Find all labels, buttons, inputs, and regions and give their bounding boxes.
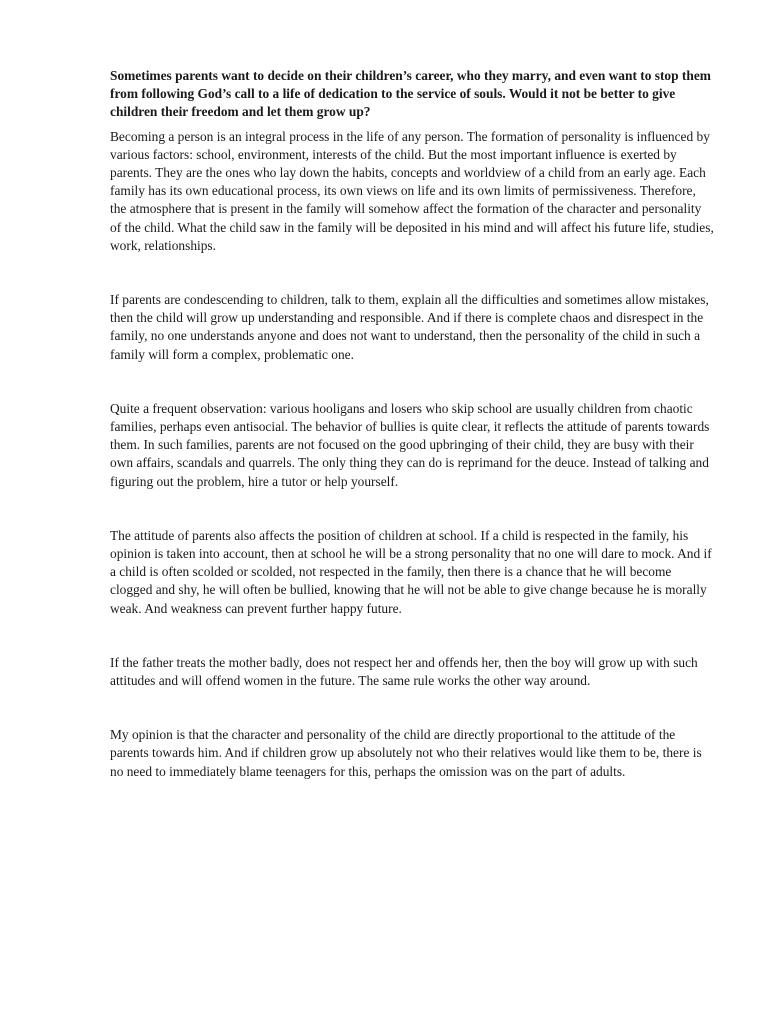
paragraph-1: Becoming a person is an integral process in the life of any person. The formation of personality is influenced by various factors: school, environment, interests of the child. But the most important influence is exerted by parents. They are the ones who lay down the habits, concepts and worldview of a child from an early age. Each family has its own educational process, its own views on life and its own limits of permissiveness. Therefore, the atmosphere that is present in the family will somehow affect the formation of the character and personality of the child. What the child saw in the family will be deposited in his mind and will affect his future life, studies, work, relationships. xyxy=(110,128,714,253)
paragraph-2: If parents are condescending to children, talk to them, explain all the difficulties and sometimes allow mistakes, then the child will grow up understanding and responsible. And if there is complete chaos and disrespect in the family, no one understands anyone and does not want to understand, then the personality of the child in such a family will form a complex, problematic one. xyxy=(110,292,709,362)
document-heading: Sometimes parents want to decide on their children’s career, who they marry, and even want to stop them from following God’s call to a life of dedication to the service of souls. Would it not be better to give children their freedom and let them grow up? xyxy=(110,68,711,120)
paragraph-gap xyxy=(110,618,714,654)
paragraph-6: My opinion is that the character and personality of the child are directly proportional to the attitude of the parents towards him. And if children grow up absolutely not who their relatives would like them to be, there is no need to immediately blame teenagers for this, perhaps the omission was on the part of adults. xyxy=(110,727,702,779)
document-page xyxy=(110,67,714,781)
paragraph-gap xyxy=(110,690,714,726)
paragraph-gap xyxy=(110,255,714,291)
paragraph-4: The attitude of parents also affects the position of children at school. If a child is respected in the family, his opinion is taken into account, then at school he will be a strong personality that no one will dare to mock. And if a child is often scolded or scolded, not respected in the family, then there is a chance that he will become clogged and shy, he will often be bullied, knowing that he will not be able to give change because he is morally weak. And weakness can prevent further happy future. xyxy=(110,527,712,616)
paragraph-gap xyxy=(110,364,714,400)
paragraph-gap xyxy=(110,491,714,527)
paragraph-3: Quite a frequent observation: various hooligans and losers who skip school are usually children from chaotic families, perhaps even antisocial. The behavior of bullies is quite clear, it reflects the attitude of parents towards them. In such families, parents are not focused on the good upbringing of their child, they are busy with their own affairs, scandals and quarrels. The only thing they can do is reprimand for the deuce. Instead of talking and figuring out the problem, hire a tutor or help yourself. xyxy=(110,400,710,489)
paragraph-5: If the father treats the mother badly, does not respect her and offends her, then the boy will grow up with such attitudes and will offend women in the future. The same rule works the other way around. xyxy=(110,654,698,689)
